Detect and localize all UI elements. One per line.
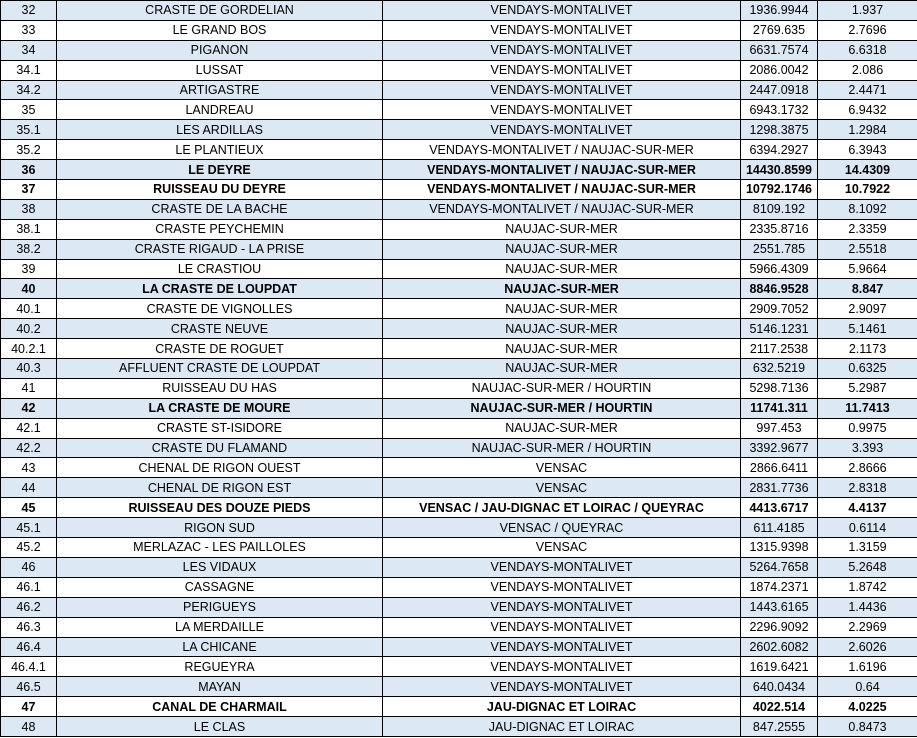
cell-km[interactable]: 6.9432 (818, 100, 917, 120)
cell-name[interactable]: REGUEYRA (57, 657, 383, 677)
cell-length[interactable]: 2117.2538 (741, 339, 818, 359)
cell-name[interactable]: LA CRASTE DE MOURE (57, 398, 383, 418)
cell-km[interactable]: 0.8473 (818, 717, 917, 737)
cell-name[interactable]: CRASTE ST-ISIDORE (57, 418, 383, 438)
table-row (1, 518, 917, 538)
cell-length[interactable]: 2086.0042 (741, 60, 818, 80)
cell-length[interactable]: 611.4185 (741, 518, 818, 538)
cell-length[interactable]: 1874.2371 (741, 577, 818, 597)
cell-length[interactable]: 10792.1746 (741, 180, 818, 200)
cell-commune[interactable]: VENDAYS-MONTALIVET (383, 20, 741, 40)
cell-length[interactable]: 6394.2927 (741, 140, 818, 160)
table-row (1, 279, 917, 299)
table-row (1, 339, 917, 359)
cell-length[interactable]: 6943.1732 (741, 100, 818, 120)
cell-id[interactable]: 38 (1, 199, 57, 219)
cell-name[interactable]: CRASTE DU FLAMAND (57, 438, 383, 458)
cell-id[interactable]: 46.3 (1, 617, 57, 637)
table-row (1, 538, 917, 558)
cell-km[interactable]: 0.64 (818, 677, 917, 697)
cell-name[interactable]: RUISSEAU DES DOUZE PIEDS (57, 498, 383, 518)
cell-km[interactable]: 4.0225 (818, 697, 917, 717)
cell-id[interactable]: 46.4 (1, 637, 57, 657)
cell-km[interactable]: 1.2984 (818, 120, 917, 140)
cell-name[interactable]: LE CRASTIOU (57, 259, 383, 279)
table-row (1, 378, 917, 398)
cell-km[interactable]: 14.4309 (818, 160, 917, 180)
table-row (1, 617, 917, 637)
cell-km[interactable]: 0.6114 (818, 518, 917, 538)
cell-km[interactable]: 2.9097 (818, 299, 917, 319)
cell-id[interactable]: 32 (1, 1, 57, 21)
cell-id[interactable]: 43 (1, 458, 57, 478)
table-row (1, 657, 917, 677)
table-row (1, 160, 917, 180)
cell-length[interactable]: 2296.9092 (741, 617, 818, 637)
cell-km[interactable]: 5.2987 (818, 378, 917, 398)
cell-length[interactable]: 8109.192 (741, 199, 818, 219)
cell-commune[interactable]: VENDAYS-MONTALIVET (383, 637, 741, 657)
cell-km[interactable]: 1.6196 (818, 657, 917, 677)
cell-id[interactable]: 44 (1, 478, 57, 498)
cell-id[interactable]: 34 (1, 40, 57, 60)
cell-commune[interactable]: JAU-DIGNAC ET LOIRAC (383, 697, 741, 717)
cell-km[interactable]: 4.4137 (818, 498, 917, 518)
cell-name[interactable]: CRASTE DE VIGNOLLES (57, 299, 383, 319)
table-row (1, 299, 917, 319)
cell-name[interactable]: CRASTE DE LA BACHE (57, 199, 383, 219)
table-body (1, 1, 917, 737)
cell-id[interactable]: 46 (1, 557, 57, 577)
table-row (1, 219, 917, 239)
cell-commune[interactable]: NAUJAC-SUR-MER (383, 239, 741, 259)
cell-id[interactable]: 40.2 (1, 319, 57, 339)
cell-commune[interactable]: VENDAYS-MONTALIVET (383, 40, 741, 60)
cell-commune[interactable]: VENSAC / QUEYRAC (383, 518, 741, 538)
cell-id[interactable]: 33 (1, 20, 57, 40)
cell-length[interactable]: 2602.6082 (741, 637, 818, 657)
cell-length[interactable]: 1315.9398 (741, 538, 818, 558)
cell-name[interactable]: LES ARDILLAS (57, 120, 383, 140)
cell-length[interactable]: 1443.6165 (741, 597, 818, 617)
table-row (1, 478, 917, 498)
cell-name[interactable]: CHENAL DE RIGON EST (57, 478, 383, 498)
cell-id[interactable]: 35.1 (1, 120, 57, 140)
table-row (1, 100, 917, 120)
cell-commune[interactable]: VENSAC (383, 458, 741, 478)
cell-name[interactable]: CRASTE DE GORDELIAN (57, 1, 383, 21)
table-row (1, 717, 917, 737)
cell-id[interactable]: 39 (1, 259, 57, 279)
cell-km[interactable]: 3.393 (818, 438, 917, 458)
cell-length[interactable]: 3392.9677 (741, 438, 818, 458)
cell-km[interactable]: 2.1173 (818, 339, 917, 359)
table-row (1, 418, 917, 438)
table-row (1, 637, 917, 657)
cell-name[interactable]: CRASTE NEUVE (57, 319, 383, 339)
cell-name[interactable]: CRASTE RIGAUD - LA PRISE (57, 239, 383, 259)
cell-km[interactable]: 1.937 (818, 1, 917, 21)
cell-km[interactable]: 2.5518 (818, 239, 917, 259)
cell-commune[interactable]: VENDAYS-MONTALIVET (383, 1, 741, 21)
table-row (1, 80, 917, 100)
cell-id[interactable]: 47 (1, 697, 57, 717)
cell-commune[interactable]: VENDAYS-MONTALIVET / NAUJAC-SUR-MER (383, 180, 741, 200)
cell-commune[interactable]: VENDAYS-MONTALIVET (383, 657, 741, 677)
cell-length[interactable]: 5264.7658 (741, 557, 818, 577)
cell-id[interactable]: 46.4.1 (1, 657, 57, 677)
cell-id[interactable]: 48 (1, 717, 57, 737)
cell-km[interactable]: 8.847 (818, 279, 917, 299)
cell-length[interactable]: 8846.9528 (741, 279, 818, 299)
cell-commune[interactable]: VENDAYS-MONTALIVET (383, 60, 741, 80)
cell-id[interactable]: 38.1 (1, 219, 57, 239)
cell-km[interactable]: 2.6026 (818, 637, 917, 657)
cell-name[interactable]: LE PLANTIEUX (57, 140, 383, 160)
cell-id[interactable]: 42.1 (1, 418, 57, 438)
cell-length[interactable]: 2831.7736 (741, 478, 818, 498)
cell-commune[interactable]: NAUJAC-SUR-MER / HOURTIN (383, 378, 741, 398)
cell-name[interactable]: LES VIDAUX (57, 557, 383, 577)
cell-length[interactable]: 1619.6421 (741, 657, 818, 677)
cell-length[interactable]: 2335.8716 (741, 219, 818, 239)
cell-commune[interactable]: VENSAC (383, 478, 741, 498)
table-row (1, 40, 917, 60)
cell-name[interactable]: LA CRASTE DE LOUPDAT (57, 279, 383, 299)
cell-length[interactable]: 11741.311 (741, 398, 818, 418)
table-row (1, 20, 917, 40)
cell-length[interactable]: 2447.0918 (741, 80, 818, 100)
cell-length[interactable]: 2551.785 (741, 239, 818, 259)
cell-commune[interactable]: NAUJAC-SUR-MER (383, 319, 741, 339)
cell-name[interactable]: CANAL DE CHARMAIL (57, 697, 383, 717)
cell-commune[interactable]: JAU-DIGNAC ET LOIRAC (383, 717, 741, 737)
cell-commune[interactable]: VENSAC / JAU-DIGNAC ET LOIRAC / QUEYRAC (383, 498, 741, 518)
table-row (1, 120, 917, 140)
cell-id[interactable]: 46.5 (1, 677, 57, 697)
cell-id[interactable]: 40.1 (1, 299, 57, 319)
table-row (1, 498, 917, 518)
cell-commune[interactable]: VENSAC (383, 538, 741, 558)
cell-id[interactable]: 34.1 (1, 60, 57, 80)
cell-length[interactable]: 14430.8599 (741, 160, 818, 180)
cell-length[interactable]: 1936.9944 (741, 1, 818, 21)
cell-commune[interactable]: NAUJAC-SUR-MER (383, 418, 741, 438)
cell-km[interactable]: 1.4436 (818, 597, 917, 617)
cell-length[interactable]: 6631.7574 (741, 40, 818, 60)
cell-length[interactable]: 632.5219 (741, 359, 818, 379)
cell-name[interactable]: CASSAGNE (57, 577, 383, 597)
cell-id[interactable]: 35.2 (1, 140, 57, 160)
table-row (1, 199, 917, 219)
cell-length[interactable]: 5298.7136 (741, 378, 818, 398)
cell-id[interactable]: 45.1 (1, 518, 57, 538)
cell-name[interactable]: CRASTE PEYCHEMIN (57, 219, 383, 239)
cell-length[interactable]: 2909.7052 (741, 299, 818, 319)
cell-name[interactable]: LE GRAND BOS (57, 20, 383, 40)
cell-id[interactable]: 40.2.1 (1, 339, 57, 359)
cell-id[interactable]: 41 (1, 378, 57, 398)
cell-name[interactable]: LA CHICANE (57, 637, 383, 657)
cell-km[interactable]: 11.7413 (818, 398, 917, 418)
cell-km[interactable]: 8.1092 (818, 199, 917, 219)
cell-id[interactable]: 42.2 (1, 438, 57, 458)
table-row (1, 1, 917, 21)
cell-id[interactable]: 37 (1, 180, 57, 200)
cell-length[interactable]: 2769.635 (741, 20, 818, 40)
cell-km[interactable]: 1.8742 (818, 577, 917, 597)
cell-km[interactable]: 2.7696 (818, 20, 917, 40)
table-row (1, 697, 917, 717)
table-row (1, 359, 917, 379)
cell-km[interactable]: 2.8318 (818, 478, 917, 498)
table-row (1, 677, 917, 697)
cell-length[interactable]: 997.453 (741, 418, 818, 438)
cell-km[interactable]: 2.8666 (818, 458, 917, 478)
cell-name[interactable]: RIGON SUD (57, 518, 383, 538)
cell-commune[interactable]: VENDAYS-MONTALIVET / NAUJAC-SUR-MER (383, 199, 741, 219)
cell-name[interactable]: CHENAL DE RIGON OUEST (57, 458, 383, 478)
cell-id[interactable]: 34.2 (1, 80, 57, 100)
cell-name[interactable]: ARTIGASTRE (57, 80, 383, 100)
cell-commune[interactable]: NAUJAC-SUR-MER (383, 279, 741, 299)
cell-commune[interactable]: NAUJAC-SUR-MER (383, 299, 741, 319)
cell-name[interactable]: CRASTE DE ROGUET (57, 339, 383, 359)
cell-id[interactable]: 42 (1, 398, 57, 418)
cell-commune[interactable]: VENDAYS-MONTALIVET (383, 80, 741, 100)
table-row (1, 597, 917, 617)
table-row (1, 259, 917, 279)
table-row (1, 398, 917, 418)
cell-id[interactable]: 45.2 (1, 538, 57, 558)
cell-id[interactable]: 38.2 (1, 239, 57, 259)
cell-commune[interactable]: VENDAYS-MONTALIVET (383, 677, 741, 697)
cell-km[interactable]: 6.6318 (818, 40, 917, 60)
cell-commune[interactable]: VENDAYS-MONTALIVET / NAUJAC-SUR-MER (383, 140, 741, 160)
cell-length[interactable]: 640.0434 (741, 677, 818, 697)
cell-id[interactable]: 35 (1, 100, 57, 120)
cell-km[interactable]: 5.2648 (818, 557, 917, 577)
cell-km[interactable]: 5.1461 (818, 319, 917, 339)
cell-length[interactable]: 4022.514 (741, 697, 818, 717)
cell-commune[interactable]: NAUJAC-SUR-MER / HOURTIN (383, 438, 741, 458)
cell-km[interactable]: 2.2969 (818, 617, 917, 637)
cell-name[interactable]: LA MERDAILLE (57, 617, 383, 637)
cell-km[interactable]: 2.086 (818, 60, 917, 80)
cell-commune[interactable]: NAUJAC-SUR-MER / HOURTIN (383, 398, 741, 418)
cell-km[interactable]: 2.3359 (818, 219, 917, 239)
cell-id[interactable]: 40.3 (1, 359, 57, 379)
cell-commune[interactable]: VENDAYS-MONTALIVET (383, 120, 741, 140)
cell-name[interactable]: LE DEYRE (57, 160, 383, 180)
cell-km[interactable]: 0.6325 (818, 359, 917, 379)
cell-name[interactable]: PERIGUEYS (57, 597, 383, 617)
cell-commune[interactable]: NAUJAC-SUR-MER (383, 339, 741, 359)
cell-name[interactable]: LANDREAU (57, 100, 383, 120)
table-row (1, 239, 917, 259)
cell-name[interactable]: LE CLAS (57, 717, 383, 737)
cell-name[interactable]: LUSSAT (57, 60, 383, 80)
cell-km[interactable]: 10.7922 (818, 180, 917, 200)
cell-commune[interactable]: VENDAYS-MONTALIVET (383, 617, 741, 637)
cell-id[interactable]: 46.2 (1, 597, 57, 617)
cell-commune[interactable]: VENDAYS-MONTALIVET (383, 100, 741, 120)
cell-length[interactable]: 5966.4309 (741, 259, 818, 279)
table-row (1, 60, 917, 80)
table-row (1, 140, 917, 160)
cell-length[interactable]: 5146.1231 (741, 319, 818, 339)
cell-name[interactable]: PIGANON (57, 40, 383, 60)
table-row (1, 577, 917, 597)
cell-commune[interactable]: NAUJAC-SUR-MER (383, 259, 741, 279)
table-row (1, 438, 917, 458)
cell-name[interactable]: MERLAZAC - LES PAILLOLES (57, 538, 383, 558)
cell-name[interactable]: RUISSEAU DU HAS (57, 378, 383, 398)
cell-km[interactable]: 0.9975 (818, 418, 917, 438)
table-row (1, 458, 917, 478)
cell-length[interactable]: 2866.6411 (741, 458, 818, 478)
cell-length[interactable]: 847.2555 (741, 717, 818, 737)
cell-km[interactable]: 2.4471 (818, 80, 917, 100)
cell-commune[interactable]: VENDAYS-MONTALIVET (383, 597, 741, 617)
cell-name[interactable]: MAYAN (57, 677, 383, 697)
cell-commune[interactable]: VENDAYS-MONTALIVET / NAUJAC-SUR-MER (383, 160, 741, 180)
cell-km[interactable]: 6.3943 (818, 140, 917, 160)
cell-commune[interactable]: VENDAYS-MONTALIVET (383, 577, 741, 597)
cell-length[interactable]: 4413.6717 (741, 498, 818, 518)
cell-length[interactable]: 1298.3875 (741, 120, 818, 140)
cell-km[interactable]: 5.9664 (818, 259, 917, 279)
cell-commune[interactable]: VENDAYS-MONTALIVET (383, 557, 741, 577)
cell-commune[interactable]: NAUJAC-SUR-MER (383, 359, 741, 379)
cell-id[interactable]: 45 (1, 498, 57, 518)
cell-commune[interactable]: NAUJAC-SUR-MER (383, 219, 741, 239)
table-row (1, 180, 917, 200)
cell-id[interactable]: 36 (1, 160, 57, 180)
cell-id[interactable]: 40 (1, 279, 57, 299)
cell-id[interactable]: 46.1 (1, 577, 57, 597)
table-row (1, 319, 917, 339)
cell-name[interactable]: AFFLUENT CRASTE DE LOUPDAT (57, 359, 383, 379)
cell-km[interactable]: 1.3159 (818, 538, 917, 558)
cell-name[interactable]: RUISSEAU DU DEYRE (57, 180, 383, 200)
table-row (1, 557, 917, 577)
